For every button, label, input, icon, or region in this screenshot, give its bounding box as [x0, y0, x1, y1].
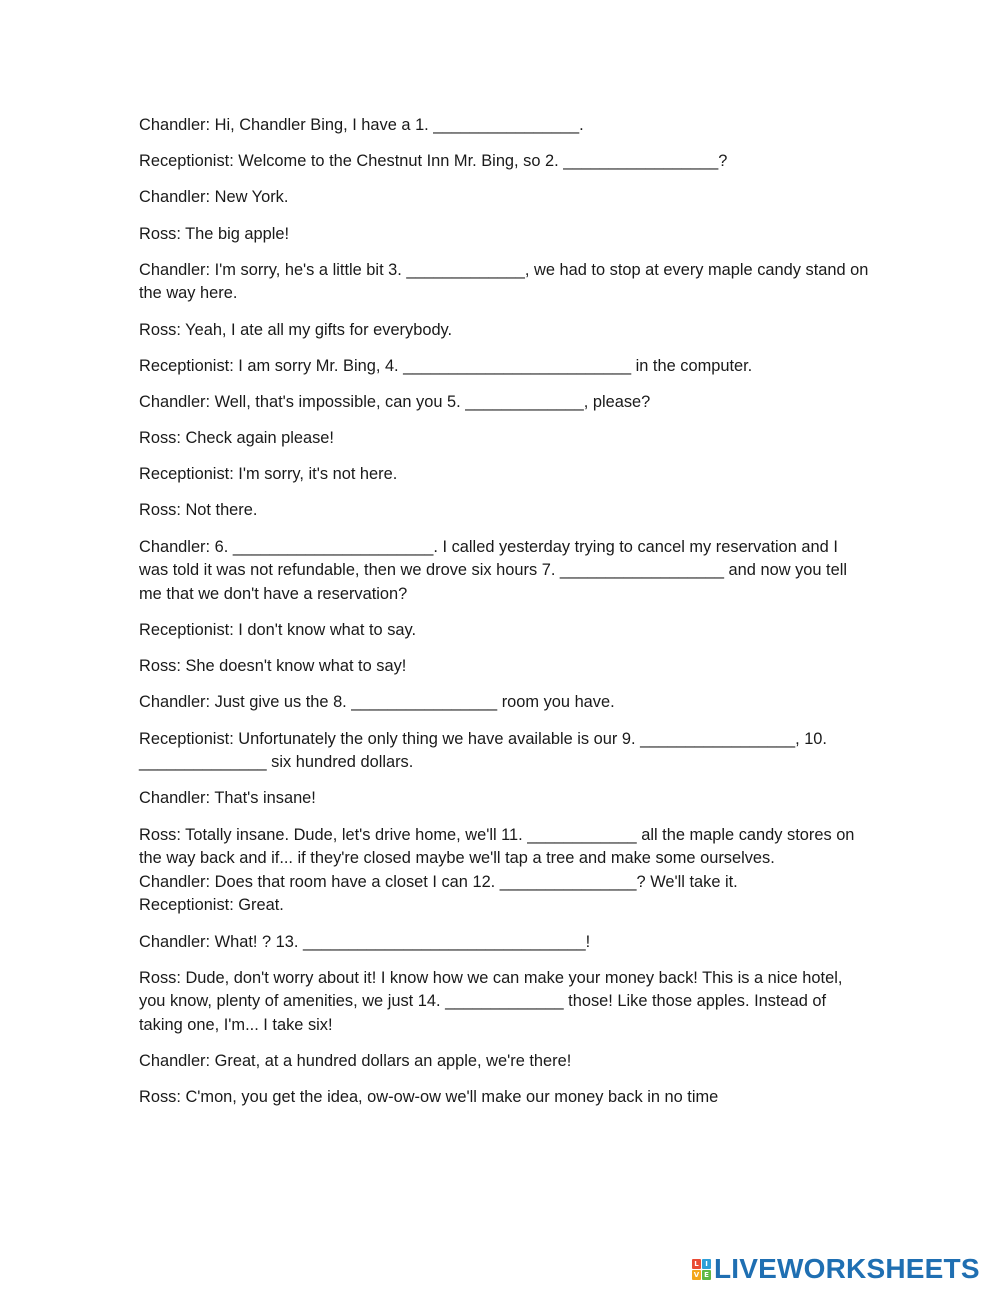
- dialogue-line: Chandler: 6. ______________________. I called yesterday trying to cancel my reservation and I was told it was not refundable, then we drove six hours 7. __________________ and now you tell me that we don't have a reservation?: [139, 537, 848, 603]
- dialogue-line: Chandler: New York.: [139, 188, 289, 207]
- dialogue-line: Ross: Check again please!: [139, 429, 334, 448]
- dialogue-line: Receptionist: I am sorry Mr. Bing, 4. _________________________ in the computer.: [139, 356, 753, 375]
- dialogue-line: Receptionist: Welcome to the Chestnut Inn Mr. Bing, so 2. _________________?: [139, 152, 728, 171]
- dialogue-line: Chandler: Hi, Chandler Bing, I have a 1. ________________.: [139, 116, 584, 134]
- dialogue-line: Ross: Yeah, I ate all my gifts for everybody.: [139, 320, 453, 339]
- logo-mark-letter: I: [702, 1259, 711, 1269]
- logo-wordmark: LIVEWORKSHEETS: [714, 1253, 980, 1284]
- dialogue-line: Ross: Dude, don't worry about it! I know how we can make your money back! This is a nice hotel, you know, plenty of amenities, we just 14. _____________ those! Like those apples. Instead of taking one, I'm... I take six!: [139, 968, 843, 1034]
- dialogue-line: Chandler: That's insane!: [139, 789, 316, 808]
- dialogue-line: Ross: The big apple!: [139, 224, 290, 243]
- dialogue-line: Chandler: Well, that's impossible, can you 5. _____________, please?: [139, 392, 651, 411]
- dialogue-line: Receptionist: I don't know what to say.: [139, 621, 417, 640]
- dialogue-line: Ross: She doesn't know what to say!: [139, 657, 407, 676]
- logo-mark-letter: E: [702, 1270, 711, 1280]
- logo-mark-letter: L: [692, 1259, 701, 1269]
- logo-mark-letter: V: [693, 1270, 700, 1279]
- liveworksheets-logo-icon: [692, 1259, 711, 1280]
- dialogue-text: [139, 114, 869, 1122]
- dialogue-line: Chandler: Just give us the 8. ________________ room you have.: [139, 693, 615, 712]
- dialogue-line: Ross: Totally insane. Dude, let's drive home, we'll 11. ____________ all the maple candy stores on the way back and if... if they're closed maybe we'll tap a tree and make some ourselves.: [139, 825, 855, 868]
- liveworksheets-logo: [692, 1254, 980, 1284]
- dialogue-line: Chandler: Does that room have a closet I can 12. _______________? We'll take it.: [139, 872, 738, 891]
- dialogue-line: Receptionist: Unfortunately the only thing we have available is our 9. _________________, 10. ______________ six hundred dollars.: [139, 729, 827, 772]
- dialogue-line: Receptionist: I'm sorry, it's not here.: [139, 465, 398, 484]
- dialogue-line: Ross: C'mon, you get the idea, ow-ow-ow we'll make our money back in no time: [139, 1088, 719, 1107]
- dialogue-line: Ross: Not there.: [139, 501, 258, 520]
- dialogue-line: Chandler: What! ? 13. _______________________________!: [139, 932, 591, 951]
- dialogue-line: Receptionist: Great.: [139, 896, 284, 915]
- dialogue-line: Chandler: I'm sorry, he's a little bit 3. _____________, we had to stop at every maple candy stand on the way here.: [139, 260, 869, 303]
- dialogue-line: Chandler: Great, at a hundred dollars an apple, we're there!: [139, 1052, 572, 1071]
